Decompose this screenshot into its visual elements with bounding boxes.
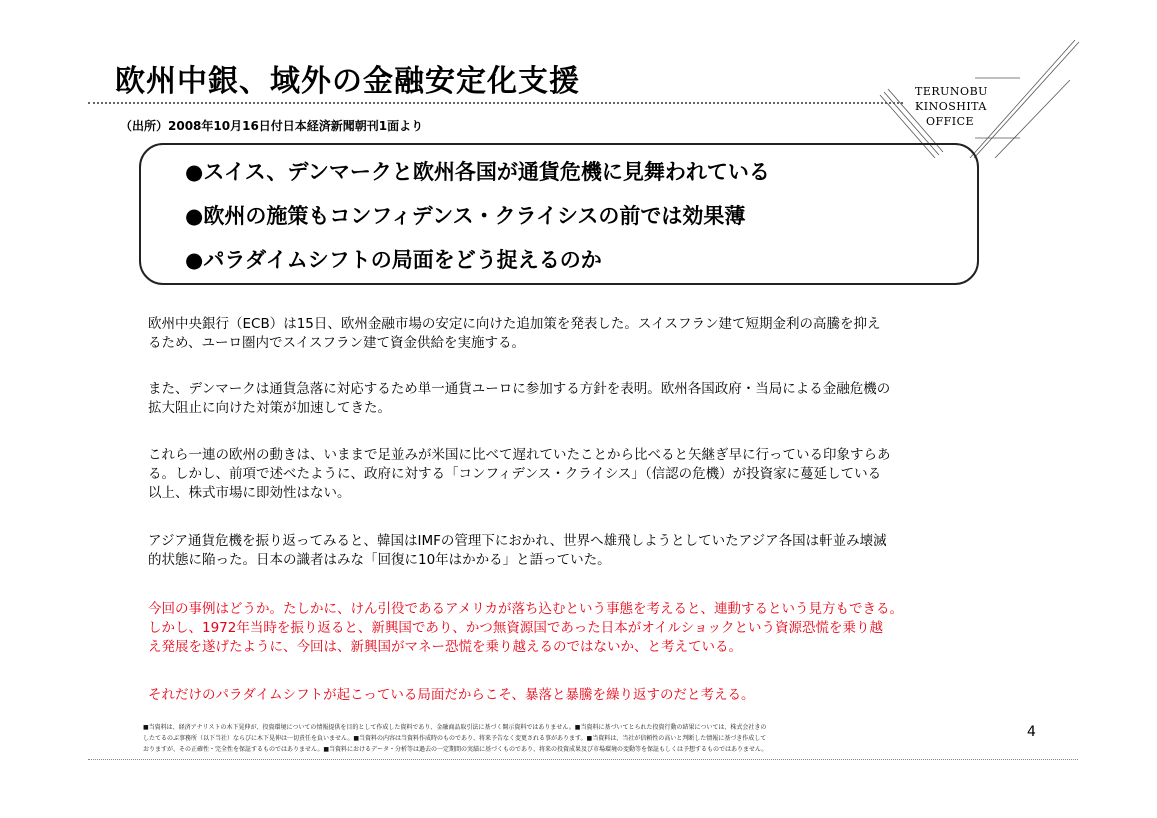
paragraph-6-highlight [148,686,988,705]
paragraph-line: るため、ユーロ圏内でスイスフラン建て資金供給を実施する。 [148,335,526,351]
paragraph-line: これら一連の欧州の動きは、いままで足並みが米国に比べて遅れていたことから比べると矢継ぎ早に行っている印象すらあ [148,447,891,463]
page-number: 4 [1027,724,1036,740]
summary-bullet-1: ●スイス、デンマークと欧州各国が通貨危機に見舞われている [185,160,770,184]
paragraph-line: しかし、1972年当時を振り返ると、新興国であり、かつ無資源国であった日本がオイルショックという資源恐慌を乗り越 [148,620,883,636]
page-title: 欧州中銀、域外の金融安定化支援 [115,64,580,99]
paragraph-2 [148,380,988,418]
paragraph-line: 的状態に陥った。日本の識者はみな「回復に10年はかかる」と語っていた。 [148,552,611,568]
paragraph-line: え発展を遂げたように、今回は、新興国がマネー恐慌を乗り越えるのではないか、と考えている。 [148,639,742,655]
paragraph-4 [148,532,988,570]
title-divider [88,102,903,104]
paragraph-line: また、デンマークは通貨急落に対応するため単一通貨ユーロに参加する方針を表明。欧州各国政府・当局による金融危機の [148,381,891,397]
logo-line-2: KINOSHITA [915,100,987,113]
paragraph-3 [148,446,988,503]
paragraph-1 [148,315,988,353]
logo-text [915,84,988,129]
summary-box [139,143,979,285]
disclaimer-line-2: したてるのぶ事務所（以下当社）ならびに木下晃伸は一切責任を負いません。■当資料の内容は当資料作成時のものであり、将来予告なく変更される事があります。■当資料は、当社が信頼性の高いと判断した情報に基づき作成して [143,735,767,742]
summary-bullet-3: ●パラダイムシフトの局面をどう捉えるのか [185,248,602,272]
paragraph-line: 今回の事例はどうか。たしかに、けん引役であるアメリカが落ち込むという事態を考えると、連動するという見方もできる。 [148,601,904,617]
paragraph-line: 以上、株式市場に即効性はない。 [148,485,351,501]
paragraph-5-highlight [148,600,988,657]
paragraph-line: 欧州中央銀行（ECB）は15日、欧州金融市場の安定に向けた追加策を発表した。スイスフラン建て短期金利の高騰を抑え [148,316,881,332]
paragraph-line: アジア通貨危機を振り返ってみると、韓国はIMFの管理下におかれ、世界へ雄飛しようとしていたアジア各国は軒並み壊滅 [148,533,887,549]
disclaimer-line-1: ■当資料は、経済アナリストの木下晃伸が、投資環境についての情報提供を目的として作成した資料であり、金融商品取引法に基づく開示資料ではありません。■当資料に基づいてとられた投資行動の結果については、株式会社きの [143,724,767,731]
logo-line-1: TERUNOBU [915,85,988,98]
disclaimer-line-3: おりますが、その正確性・完全性を保証するものではありません。■当資料におけるデータ・分析等は過去の一定期間の実績に基づくものであり、将来の投資成果及び市場環境の変動等を保証もしくは予想するものではありません。 [143,746,768,753]
source-citation: （出所）2008年10月16日付日本経済新聞朝刊1面より [120,119,424,133]
logo-line-3: OFFICE [925,115,975,128]
paragraph-line: それだけのパラダイムシフトが起こっている局面だからこそ、暴落と暴騰を繰り返すのだと考える。 [148,687,755,703]
paragraph-line: る。しかし、前項で述べたように、政府に対する「コンフィデンス・クライシス」（信認の危機）が投資家に蔓延している [148,466,882,482]
disclaimer [143,722,767,755]
summary-bullet-2: ●欧州の施策もコンフィデンス・クライシスの前では効果薄 [185,204,746,228]
footer-divider [88,759,1078,760]
paragraph-line: 拡大阻止に向けた対策が加速してきた。 [148,400,391,416]
